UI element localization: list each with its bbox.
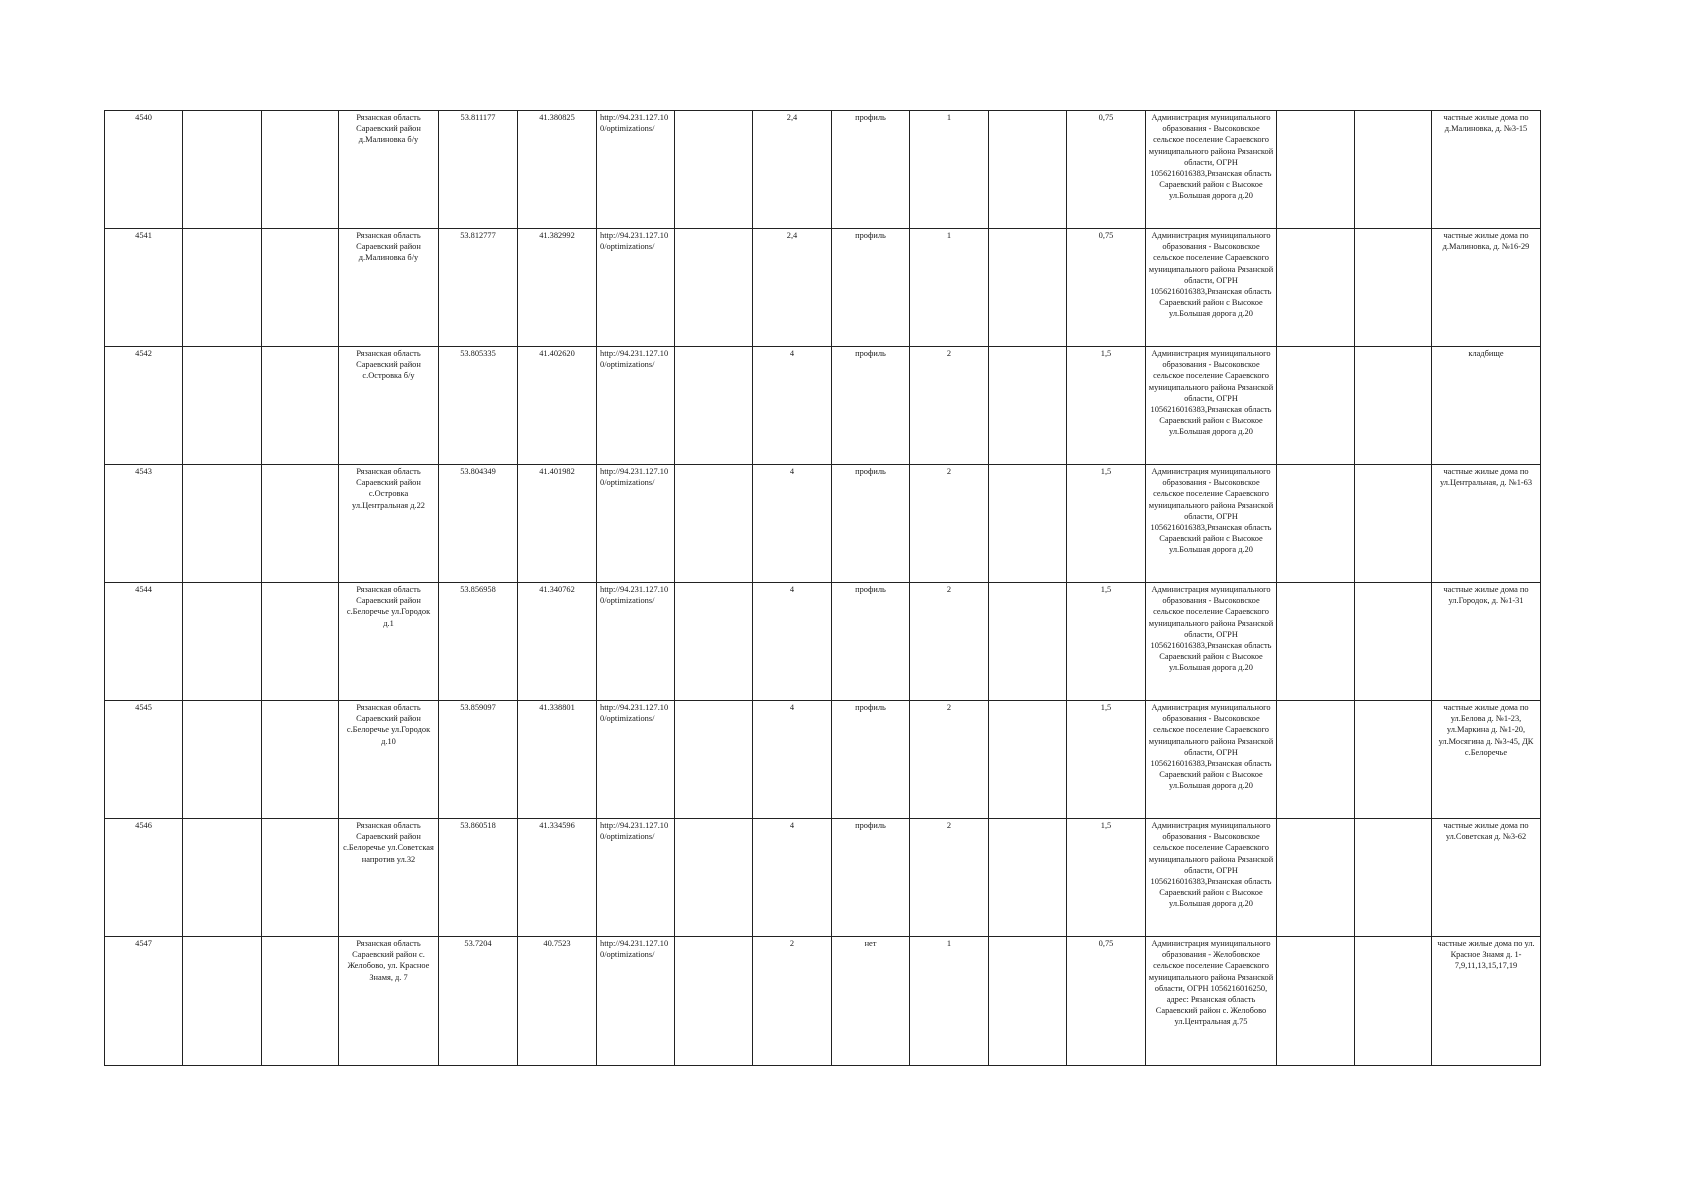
table-row [105, 111, 1541, 229]
volume-cell: 0,75 [1067, 111, 1146, 229]
cell-empty [1277, 701, 1355, 819]
url-cell: http://94.231.127.10 0/optimizations/ [597, 819, 675, 937]
container-count-cell: 2 [910, 819, 989, 937]
waste-sources-cell: частные жилые дома по д.Малиновка, д. №16-29 [1432, 229, 1541, 347]
owner-cell: Администрация муниципального образования - Высоковское сельское поселение Сараевского муниципального района Рязанской области, ОГРН 1056216016383,Рязанская область Сараевский район с Высокое ул.Большая дорога д.20 [1146, 229, 1277, 347]
latitude-cell: 53.860518 [439, 819, 518, 937]
cell-empty [989, 819, 1067, 937]
volume-cell: 1,5 [1067, 819, 1146, 937]
container-count-cell: 1 [910, 937, 989, 1066]
waste-sources-cell: частные жилые дома по ул.Городок, д. №1-31 [1432, 583, 1541, 701]
cell-empty [183, 229, 262, 347]
waste-sources-cell: частные жилые дома по ул.Центральная, д. №1-63 [1432, 465, 1541, 583]
container-count-cell: 2 [910, 347, 989, 465]
waste-sources-cell: частные жилые дома по ул. Красное Знамя д. 1-7,9,11,13,15,17,19 [1432, 937, 1541, 1066]
cell-empty [675, 937, 753, 1066]
container-count-cell: 2 [910, 701, 989, 819]
cell-empty [675, 347, 753, 465]
address-cell: Рязанская область Сараевский район с.Белоречье ул.Городок д.10 [339, 701, 439, 819]
table-row [105, 229, 1541, 347]
row-number: 4546 [105, 819, 183, 937]
cell-empty [1355, 819, 1432, 937]
cell-empty [1355, 229, 1432, 347]
cell-empty [262, 819, 339, 937]
registry-table [104, 110, 1541, 1066]
cell-empty [262, 583, 339, 701]
address-cell: Рязанская область Сараевский район с.Белоречье ул.Советская напротив ул.32 [339, 819, 439, 937]
cell-empty [1277, 347, 1355, 465]
latitude-cell: 53.812777 [439, 229, 518, 347]
address-cell: Рязанская область Сараевский район с. Желобово, ул. Красное Знамя, д. 7 [339, 937, 439, 1066]
cell-empty [262, 937, 339, 1066]
row-number: 4542 [105, 347, 183, 465]
container-count-cell: 1 [910, 111, 989, 229]
url-cell: http://94.231.127.10 0/optimizations/ [597, 111, 675, 229]
volume-cell: 1,5 [1067, 701, 1146, 819]
latitude-cell: 53.805335 [439, 347, 518, 465]
cell-empty [989, 465, 1067, 583]
covering-cell: профиль [832, 229, 910, 347]
volume-cell: 1,5 [1067, 347, 1146, 465]
volume-cell: 1,5 [1067, 465, 1146, 583]
cell-empty [262, 465, 339, 583]
row-number: 4541 [105, 229, 183, 347]
cell-empty [1277, 465, 1355, 583]
area-cell: 4 [753, 347, 832, 465]
longitude-cell: 41.402620 [518, 347, 597, 465]
cell-empty [989, 229, 1067, 347]
cell-empty [989, 701, 1067, 819]
owner-cell: Администрация муниципального образования - Высоковское сельское поселение Сараевского муниципального района Рязанской области, ОГРН 1056216016383,Рязанская область Сараевский район с Высокое ул.Большая дорога д.20 [1146, 465, 1277, 583]
table-row [105, 937, 1541, 1066]
address-cell: Рязанская область Сараевский район с.Островка б/у [339, 347, 439, 465]
cell-empty [1355, 583, 1432, 701]
owner-cell: Администрация муниципального образования - Высоковское сельское поселение Сараевского муниципального района Рязанской области, ОГРН 1056216016383,Рязанская область Сараевский район с Высокое ул.Большая дорога д.20 [1146, 111, 1277, 229]
cell-empty [262, 701, 339, 819]
waste-sources-cell: частные жилые дома по ул.Белова д. №1-23, ул.Маркина д. №1-20, ул.Мосягина д. №3-45, ДК с.Белоречье [1432, 701, 1541, 819]
cell-empty [1355, 465, 1432, 583]
latitude-cell: 53.7204 [439, 937, 518, 1066]
cell-empty [989, 111, 1067, 229]
address-cell: Рязанская область Сараевский район с.Белоречье ул.Городок д.1 [339, 583, 439, 701]
owner-cell: Администрация муниципального образования - Желобовское сельское поселение Сараевского муниципального района Рязанской области, ОГРН 1056216016250, адрес: Рязанская область Сараевский район с. Желобово ул.Центральная д.75 [1146, 937, 1277, 1066]
cell-empty [1355, 347, 1432, 465]
cell-empty [675, 819, 753, 937]
table-row [105, 465, 1541, 583]
url-cell: http://94.231.127.10 0/optimizations/ [597, 347, 675, 465]
cell-empty [675, 229, 753, 347]
longitude-cell: 41.401982 [518, 465, 597, 583]
address-cell: Рязанская область Сараевский район д.Малиновка б/у [339, 111, 439, 229]
volume-cell: 0,75 [1067, 229, 1146, 347]
cell-empty [989, 347, 1067, 465]
waste-sources-cell: кладбище [1432, 347, 1541, 465]
cell-empty [1277, 583, 1355, 701]
longitude-cell: 41.340762 [518, 583, 597, 701]
area-cell: 2 [753, 937, 832, 1066]
cell-empty [183, 347, 262, 465]
longitude-cell: 41.334596 [518, 819, 597, 937]
table-row [105, 583, 1541, 701]
owner-cell: Администрация муниципального образования - Высоковское сельское поселение Сараевского муниципального района Рязанской области, ОГРН 1056216016383,Рязанская область Сараевский район с Высокое ул.Большая дорога д.20 [1146, 819, 1277, 937]
table-row [105, 347, 1541, 465]
latitude-cell: 53.804349 [439, 465, 518, 583]
container-count-cell: 2 [910, 583, 989, 701]
area-cell: 4 [753, 583, 832, 701]
cell-empty [183, 819, 262, 937]
table-row [105, 819, 1541, 937]
cell-empty [262, 229, 339, 347]
row-number: 4545 [105, 701, 183, 819]
area-cell: 2,4 [753, 111, 832, 229]
cell-empty [183, 937, 262, 1066]
url-cell: http://94.231.127.10 0/optimizations/ [597, 937, 675, 1066]
longitude-cell: 40.7523 [518, 937, 597, 1066]
longitude-cell: 41.380825 [518, 111, 597, 229]
cell-empty [1277, 937, 1355, 1066]
cell-empty [1277, 229, 1355, 347]
row-number: 4543 [105, 465, 183, 583]
longitude-cell: 41.338801 [518, 701, 597, 819]
url-cell: http://94.231.127.10 0/optimizations/ [597, 701, 675, 819]
cell-empty [675, 701, 753, 819]
cell-empty [675, 111, 753, 229]
cell-empty [1355, 701, 1432, 819]
waste-sources-cell: частные жилые дома по ул.Советская д. №3-62 [1432, 819, 1541, 937]
url-cell: http://94.231.127.10 0/optimizations/ [597, 229, 675, 347]
covering-cell: профиль [832, 819, 910, 937]
volume-cell: 0,75 [1067, 937, 1146, 1066]
covering-cell: профиль [832, 347, 910, 465]
area-cell: 2,4 [753, 229, 832, 347]
covering-cell: профиль [832, 701, 910, 819]
cell-empty [183, 701, 262, 819]
url-cell: http://94.231.127.10 0/optimizations/ [597, 583, 675, 701]
cell-empty [183, 465, 262, 583]
container-count-cell: 2 [910, 465, 989, 583]
cell-empty [989, 937, 1067, 1066]
area-cell: 4 [753, 819, 832, 937]
covering-cell: нет [832, 937, 910, 1066]
cell-empty [989, 583, 1067, 701]
cell-empty [262, 111, 339, 229]
owner-cell: Администрация муниципального образования - Высоковское сельское поселение Сараевского муниципального района Рязанской области, ОГРН 1056216016383,Рязанская область Сараевский район с Высокое ул.Большая дорога д.20 [1146, 583, 1277, 701]
latitude-cell: 53.859097 [439, 701, 518, 819]
owner-cell: Администрация муниципального образования - Высоковское сельское поселение Сараевского муниципального района Рязанской области, ОГРН 1056216016383,Рязанская область Сараевский район с Высокое ул.Большая дорога д.20 [1146, 347, 1277, 465]
container-count-cell: 1 [910, 229, 989, 347]
cell-empty [1355, 111, 1432, 229]
cell-empty [183, 583, 262, 701]
address-cell: Рязанская область Сараевский район д.Малиновка б/у [339, 229, 439, 347]
cell-empty [262, 347, 339, 465]
area-cell: 4 [753, 701, 832, 819]
cell-empty [675, 583, 753, 701]
longitude-cell: 41.382992 [518, 229, 597, 347]
cell-empty [1277, 111, 1355, 229]
covering-cell: профиль [832, 583, 910, 701]
url-cell: http://94.231.127.10 0/optimizations/ [597, 465, 675, 583]
cell-empty [183, 111, 262, 229]
row-number: 4544 [105, 583, 183, 701]
address-cell: Рязанская область Сараевский район с.Островка ул.Центральная д.22 [339, 465, 439, 583]
owner-cell: Администрация муниципального образования - Высоковское сельское поселение Сараевского муниципального района Рязанской области, ОГРН 1056216016383,Рязанская область Сараевский район с Высокое ул.Большая дорога д.20 [1146, 701, 1277, 819]
row-number: 4540 [105, 111, 183, 229]
covering-cell: профиль [832, 111, 910, 229]
cell-empty [1355, 937, 1432, 1066]
waste-sources-cell: частные жилые дома по д.Малиновка, д. №3-15 [1432, 111, 1541, 229]
latitude-cell: 53.856958 [439, 583, 518, 701]
covering-cell: профиль [832, 465, 910, 583]
latitude-cell: 53.811177 [439, 111, 518, 229]
volume-cell: 1,5 [1067, 583, 1146, 701]
cell-empty [675, 465, 753, 583]
area-cell: 4 [753, 465, 832, 583]
row-number: 4547 [105, 937, 183, 1066]
table-row [105, 701, 1541, 819]
cell-empty [1277, 819, 1355, 937]
